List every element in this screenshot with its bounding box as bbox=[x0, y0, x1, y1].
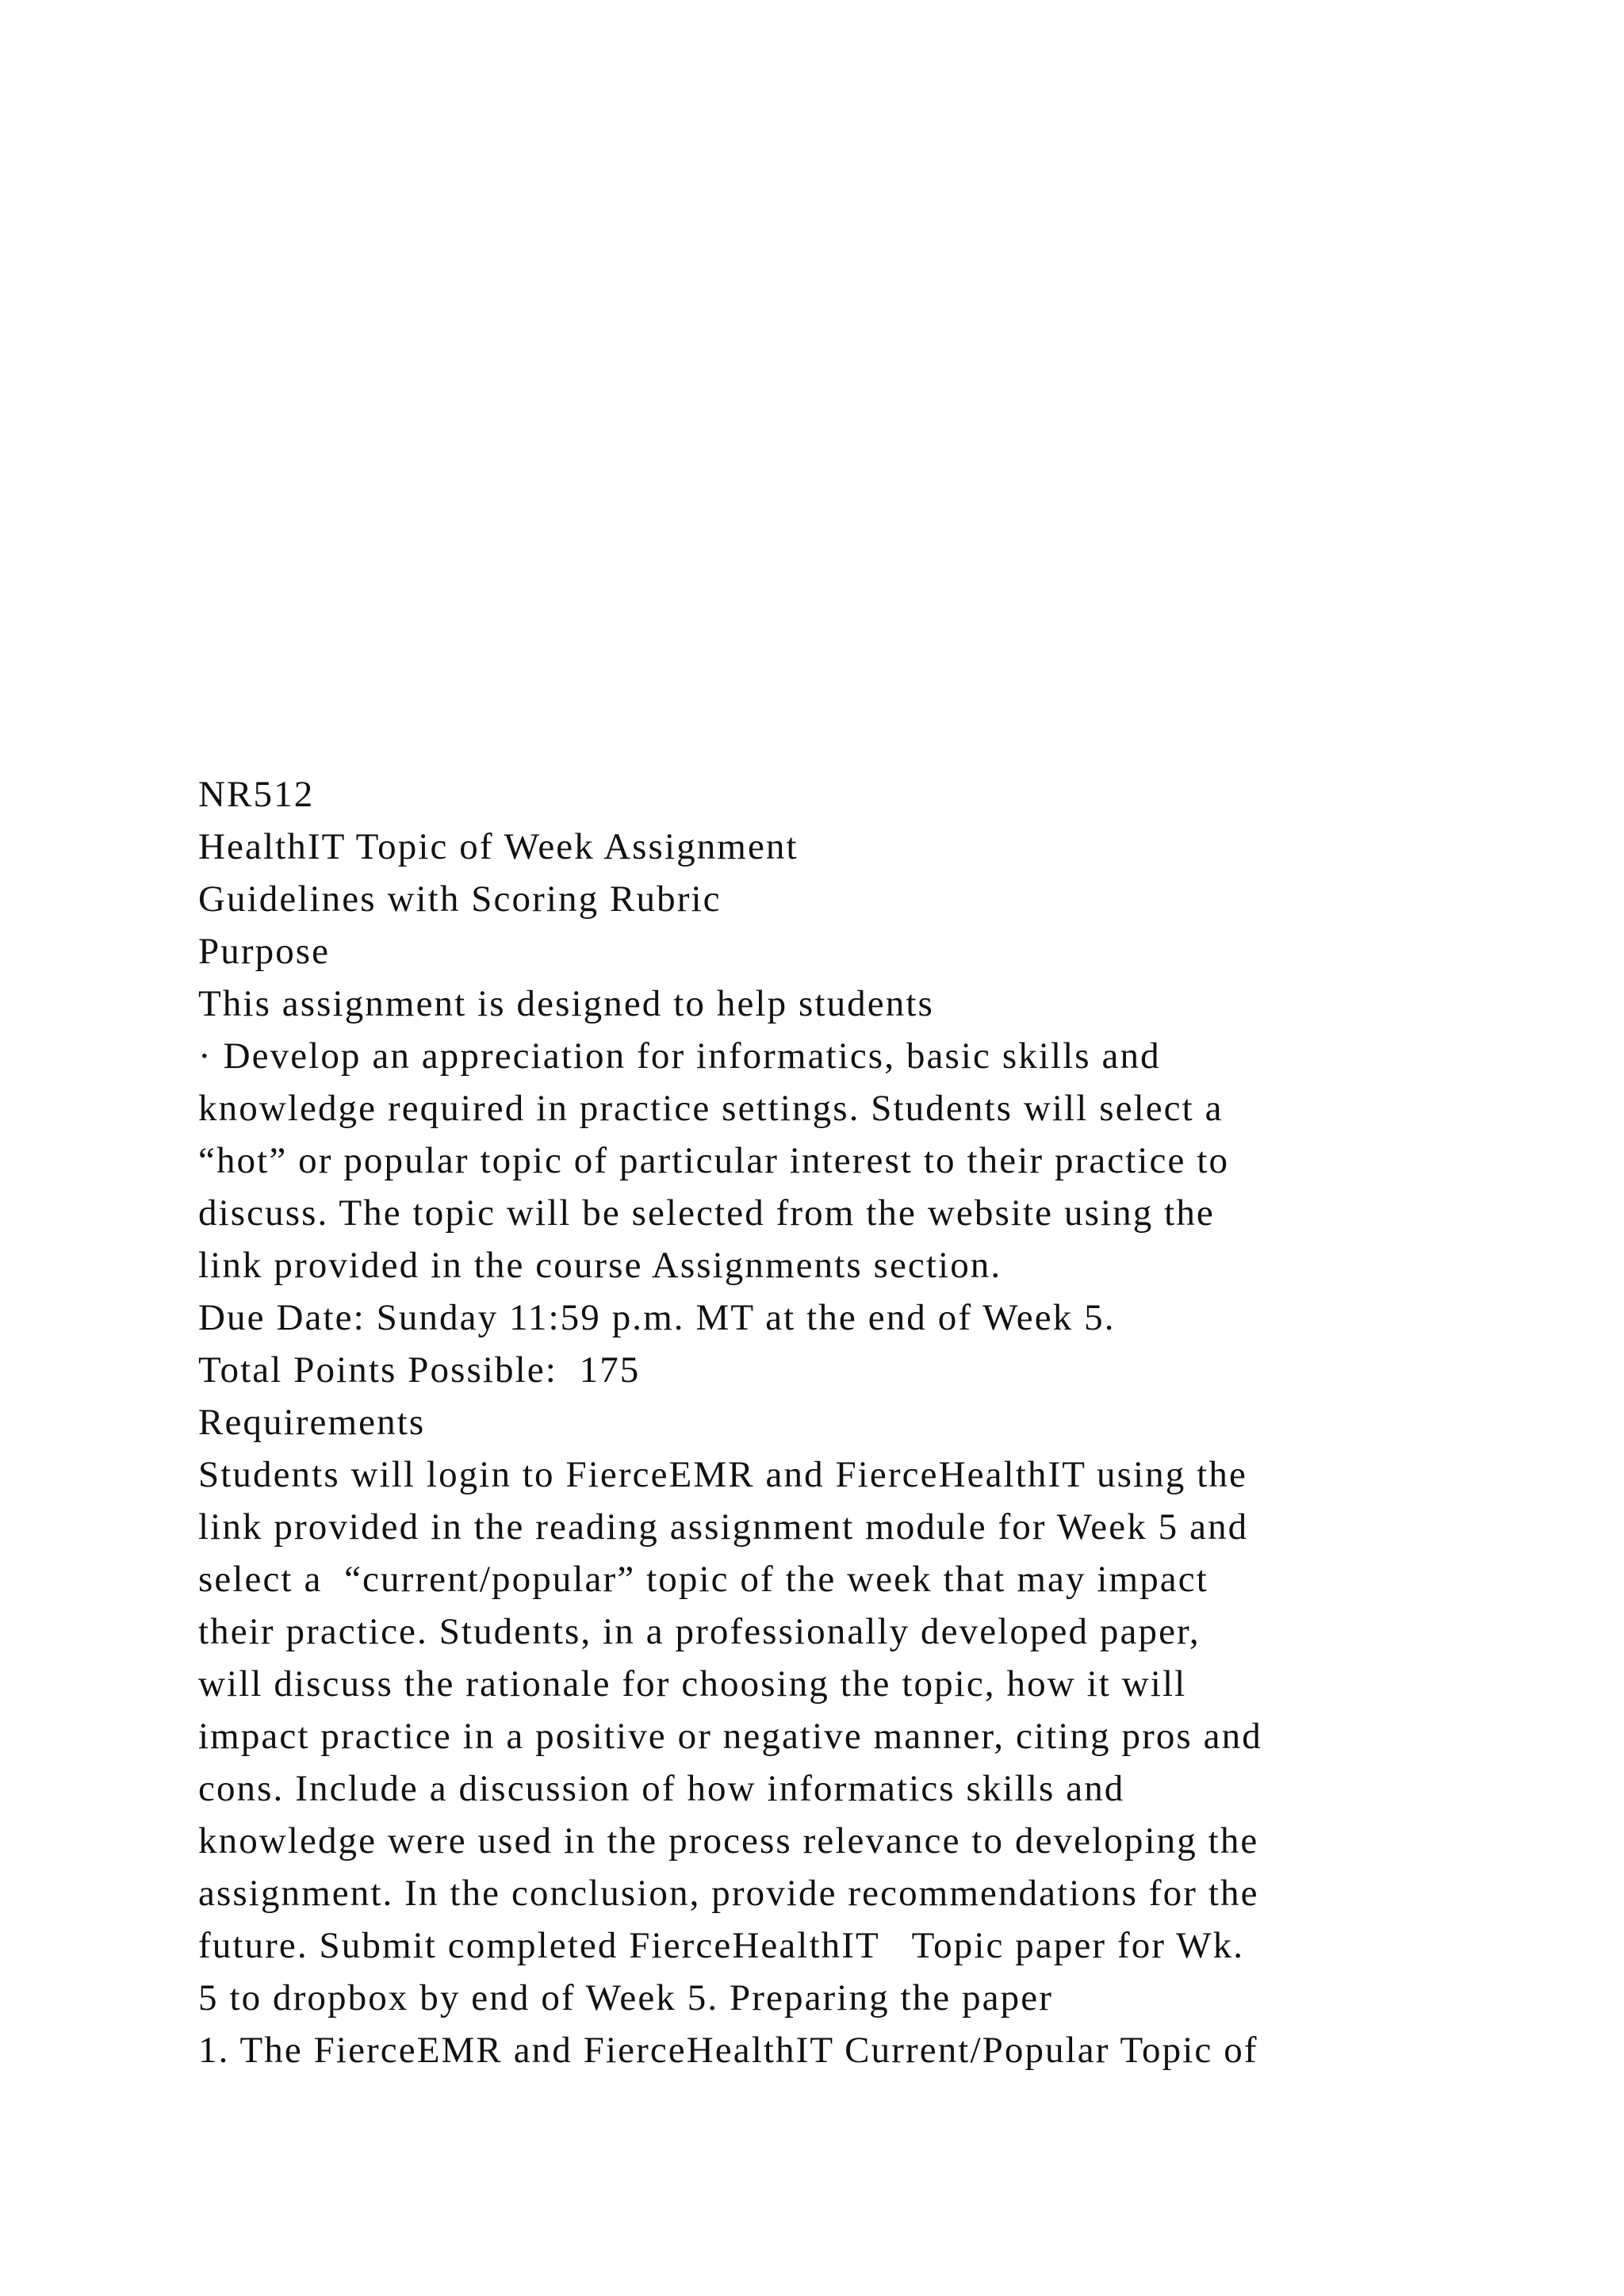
requirements-line: will discuss the rationale for choosing the topic, how it will bbox=[198, 1663, 1187, 1705]
requirements-line: their practice. Students, in a professionally developed paper, bbox=[198, 1611, 1201, 1652]
purpose-bullet-line: link provided in the course Assignments section. bbox=[198, 1245, 1002, 1286]
requirements-line: Students will login to FierceEMR and FierceHealthIT using the bbox=[198, 1454, 1247, 1495]
total-points: Total Points Possible: 175 bbox=[198, 1349, 641, 1391]
requirements-heading: Requirements bbox=[198, 1402, 426, 1443]
requirements-line: future. Submit completed FierceHealthIT Topic paper for Wk. bbox=[198, 1925, 1245, 1966]
document-body bbox=[198, 768, 1610, 2076]
document-subtitle: Guidelines with Scoring Rubric bbox=[198, 878, 722, 920]
purpose-bullet-line: discuss. The topic will be selected from the website using the bbox=[198, 1192, 1215, 1234]
requirements-line: 5 to dropbox by end of Week 5. Preparing the paper bbox=[198, 1977, 1053, 2019]
purpose-bullet-line: · Develop an appreciation for informatics, basic skills and bbox=[198, 1035, 1161, 1077]
due-date: Due Date: Sunday 11:59 p.m. MT at the end of Week 5. bbox=[198, 1297, 1116, 1338]
requirements-line: cons. Include a discussion of how informatics skills and bbox=[198, 1768, 1125, 1809]
requirements-line: knowledge were used in the process relevance to developing the bbox=[198, 1820, 1259, 1862]
purpose-intro: This assignment is designed to help students bbox=[198, 983, 934, 1024]
numbered-list-item: 1. The FierceEMR and FierceHealthIT Current/Popular Topic of bbox=[198, 2030, 1258, 2071]
purpose-bullet-line: knowledge required in practice settings. Students will select a bbox=[198, 1088, 1224, 1129]
purpose-heading: Purpose bbox=[198, 931, 331, 972]
requirements-line: assignment. In the conclusion, provide recommendations for the bbox=[198, 1873, 1259, 1914]
document-title: HealthIT Topic of Week Assignment bbox=[198, 826, 799, 867]
requirements-line: link provided in the reading assignment module for Week 5 and bbox=[198, 1506, 1249, 1548]
requirements-line: select a “current/popular” topic of the week that may impact bbox=[198, 1559, 1208, 1600]
requirements-line: impact practice in a positive or negative manner, citing pros and bbox=[198, 1716, 1262, 1757]
course-code: NR512 bbox=[198, 774, 315, 815]
purpose-bullet-line: “hot” or popular topic of particular interest to their practice to bbox=[198, 1140, 1230, 1181]
